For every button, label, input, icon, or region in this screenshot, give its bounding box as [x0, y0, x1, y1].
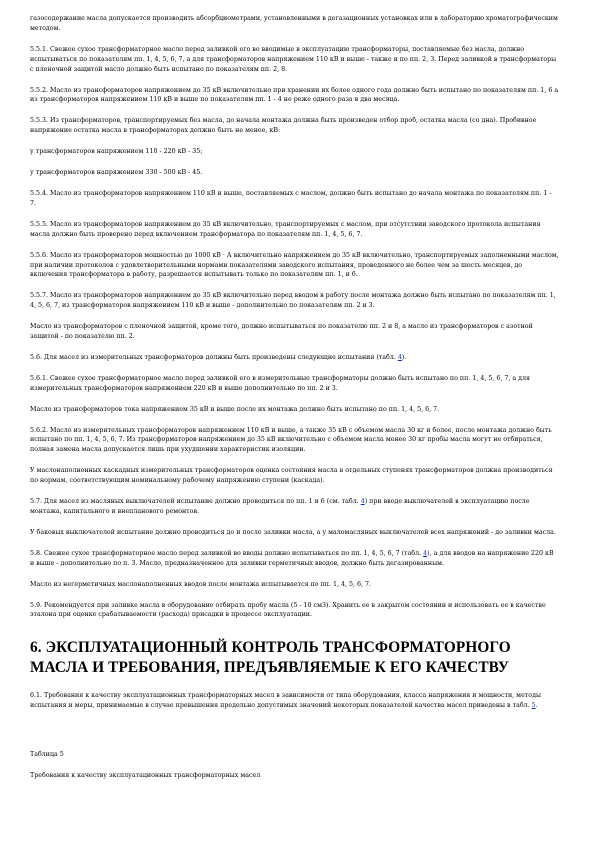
table-4-link[interactable]: 4: [397, 353, 402, 361]
paragraph-5-7: [30, 497, 559, 517]
table-caption: Таблица 5: [30, 751, 64, 759]
paragraph-text-after: .: [535, 702, 538, 710]
paragraph-5-6-1: 5.6.1. Свежее сухое трансформаторное масло перед заливкой его в измерительные трансформаторы должно быть испытано по пп. 1, 4, 5, 6, 7, а для измерительных трансформаторов напряжением 220 кВ и выше дополнительно по пп. 2 и 3.: [30, 374, 530, 392]
paragraph-text: 5.6. Для масел из измерительных трансформаторов должны быть произведены следующие испытания (табл.: [30, 353, 398, 361]
table-4-link[interactable]: 4: [423, 549, 428, 557]
paragraph-5-8: [30, 549, 559, 569]
paragraph-5-5-1: 5.5.1. Свежее сухое трансформаторное масло перед заливкой его во вводимые в эксплуатацию трансформаторы, поставляемые без масла, должно испытываться по показателям пп. 1, 4, 5, 6, 7, а для трансформаторов напряжением 110 кВ и выше - также и по пп. 2, 3. Перед заливкой в трансформаторы с пленочной защитой масло должно быть испытано по показателям пп. 2, 8.: [30, 45, 557, 73]
paragraph-cascade-transformers: У маслонаполненных каскадных измерительных трансформаторов оценка состояния масла в отдельных ступенях трансформаторов должна производиться по нормам, соответствующим номинальному рабочему напряжению ступени (каскада).: [30, 467, 553, 485]
paragraph-text: 5.8. Свежее сухое трансформаторное масло перед заливкой во вводы должно испытываться по пп. 1, 4, 5, 6, 7 (табл.: [30, 549, 424, 557]
spacer: [30, 722, 559, 750]
paragraph-text: 6.1. Требования к качеству эксплуатационных трансформаторных масел в зависимости от типа оборудования, класса напряжения и мощности, методы испытания и меры, принимаемые в случае превышения предельно допустимых значений некоторых показателей качества масел приведены в табл.: [30, 692, 541, 710]
paragraph-6-1: [30, 691, 559, 711]
paragraph-5-5-2: 5.5.2. Масло из трансформаторов напряжением до 35 кВ включительно при хранении их более одного года должно быть испытано по показателям пп. 1, 6 а из трансформаторов напряжением 110 кВ и выше по показателям пп. 1 - 4 не реже одного раза в два месяца.: [30, 86, 559, 104]
paragraph-film-protection: Масло из трансформаторов с пленочной защитой, кроме того, должно испытываться по показателю пп. 2 и 8, а масло из трансформаторов с азотной защитой - по показателю пп. 2.: [30, 323, 533, 341]
paragraph-tank-breakers: У баковых выключателей испытание должно проводиться до и после заливки масла, а у маломасляных выключателей всех напряжений - до заливки масла.: [30, 528, 556, 536]
paragraph-text-after: ) при вводе выключателей в эксплуатацию после монтажа, капитального и внепланового ремонтов.: [30, 498, 530, 515]
paragraph-5-9: 5.9. Рекомендуется при заливке масла в оборудование отбирать пробу масла (5 - 10 см3). Хранить ее в закрытом состоянии и использовать ее в качестве эталона при оценке срабатываемости (расхода) присадки в процессе эксплуатации.: [30, 601, 546, 619]
paragraph-5-5-3: 5.5.3. Из трансформаторов, транспортируемых без масла, до начала монтажа должна быть произведен отбор проб, остатка масла (со дна). Пробивное напряжение остатка масла в трансформаторах должно быть не менее, кВ:: [30, 117, 537, 135]
paragraph-5-6-2: 5.6.2. Масло из измерительных трансформаторов напряжением 110 кВ и выше, а также 35 кВ с объемом масла 30 кг и более, после монтажа должно быть испытано по пп. 1, 4, 5, 6, 7. Из трансформаторов напряжением до 35 кВ включительно с объемом масла менее 30 кг пробы масла могут не отбираться, полная замена масла допускается лишь при ухудшении характеристик изоляции.: [30, 426, 552, 454]
paragraph-current-transformers: Масло из трансформаторов тока напряжением 35 кВ и выше после их монтажа должно быть испытано по пп. 1, 4, 5, 6, 7.: [30, 405, 440, 413]
paragraph-intro: газосодержание масла допускается производить абсорбциометрами, установленными в дегазационных установках или в лабораторию хроматографическим методом.: [30, 15, 558, 32]
paragraph-text: 5.7. Для масел из масляных выключателей испытание должно проводиться по пп. 1 и 6 (см. табл.: [30, 498, 361, 506]
paragraph-text-after: ).: [401, 353, 407, 361]
paragraph-voltage-110-220: у трансформаторов напряжением 110 - 220 кВ - 35;: [30, 148, 203, 156]
table-title: Требования к качеству эксплуатационных трансформаторных масел: [30, 772, 261, 780]
table-4-link[interactable]: 4: [360, 498, 365, 506]
paragraph-unsealed-bushings: Масло из негерметичных маслонаполненных вводов после монтажа испытывается по пп. 1, 4, 5, 6, 7.: [30, 580, 372, 588]
section-6-heading: 6. ЭКСПЛУАТАЦИОННЫЙ КОНТРОЛЬ ТРАНСФОРМАТОРНОГО МАСЛА И ТРЕБОВАНИЯ, ПРЕДЪЯВЛЯЕМЫЕ К ЕГО КАЧЕСТВУ: [30, 639, 511, 676]
paragraph-text-after: ), а для вводов на напряжение 220 кВ и выше - дополнительно по п. 3. Масло, предназначенное для заливки герметичных вводов, должно быть дегазированным.: [30, 549, 554, 567]
paragraph-5-5-4: 5.5.4. Масло из трансформаторов напряжением 110 кВ и выше, поставляемых с маслом, должно быть испытано до начала монтажа по показателям пп. 1 - 7.: [30, 189, 552, 207]
table-5-link[interactable]: 5: [531, 702, 536, 710]
paragraph-voltage-330-500: у трансформаторов напряжением 330 - 500 кВ - 45.: [30, 169, 203, 177]
paragraph-5-5-5: 5.5.5. Масло из трансформаторов напряжением до 35 кВ включительно, транспортируемых с маслом, при отсутствии заводского протокола испытания масла должно быть проверено перед включением трансформатора по показателям пп. 1, 4, 5, 6, 7.: [30, 220, 541, 238]
paragraph-5-6: [30, 353, 559, 363]
paragraph-5-5-6: 5.5.6. Масло из трансформаторов мощностью до 1000 кВ · А включительно напряжением до 35 кВ включительно, транспортируемых заполненными маслом, при наличии протоколов с удовлетворительными нормами показателями заводского испытания, проведенного не более чем за шесть месяцев, до включения трансформатора в работу, разрешается испытывать только по показателям пп. 1, и 6.: [30, 251, 559, 279]
paragraph-5-5-7: 5.5.7. Масло из трансформаторов напряжением до 35 кВ включительно перед вводом в работу после монтажа должно быть испытано по показателям пп. 1, 4, 5, 6, 7, из трансформаторов напряжением 110 кВ и выше - дополнительно по показателям пп. 2 и 3.: [30, 292, 556, 310]
